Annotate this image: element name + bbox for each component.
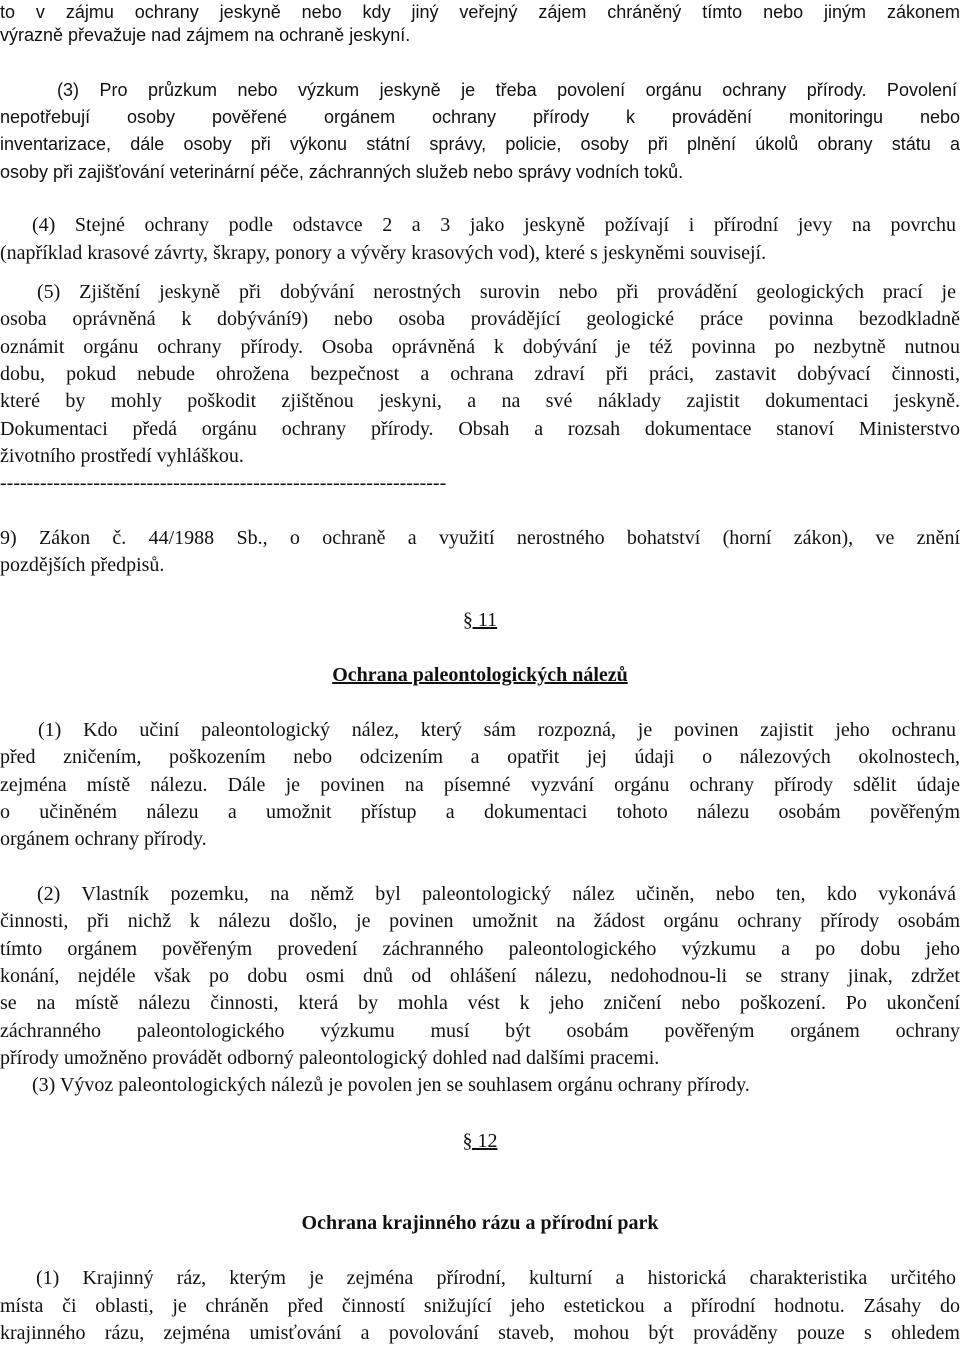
paragraph-line: (1) Krajinný ráz, kterým je zejména přírodní, kulturní a historická charakteristika určitého xyxy=(36,1267,956,1289)
paragraph-line: (2) Vlastník pozemku, na němž byl paleontologický nález učiněn, nebo ten, kdo vykonává xyxy=(37,883,956,905)
paragraph-line: (5) Zjištění jeskyně při dobývání nerostných surovin nebo při provádění geologických prací je xyxy=(37,281,956,303)
section-title: Ochrana paleontologických nálezů xyxy=(332,664,628,686)
paragraph-line: (1) Kdo učiní paleontologický nález, který sám rozpozná, je povinen zajistit jeho ochranu xyxy=(38,719,956,741)
paragraph-line: krajinného rázu, zejména umisťování a povolování staveb, mohou být prováděny pouze s ohledem xyxy=(0,1322,960,1344)
paragraph-line: Dokumentaci předá orgánu ochrany přírody. Obsah a rozsah dokumentace stanoví Ministerstvo xyxy=(0,418,960,440)
paragraph-line: (3) Vývoz paleontologických nálezů je povolen jen se souhlasem orgánu ochrany přírody. xyxy=(32,1074,750,1096)
paragraph-line: dobu, pokud nebude ohrožena bezpečnost a ochrana zdraví při práci, zastavit dobývací činnosti, xyxy=(0,363,960,385)
footnote-line: pozdějších předpisů. xyxy=(0,554,165,576)
paragraph-line: (například krasové závrty, škrapy, ponory a vývěry krasových vod), které s jeskyněmi souvisejí. xyxy=(0,242,767,264)
section-title: Ochrana krajinného rázu a přírodní park xyxy=(301,1212,659,1234)
section-number: § 11 xyxy=(462,609,498,631)
paragraph-line: inventarizace, dále osoby při výkonu státní správy, policie, osoby při plnění úkolů obrany státu a xyxy=(0,134,960,154)
paragraph-line: před zničením, poškozením nebo odcizením a opatřit jej údaji o nálezových okolnostech, xyxy=(0,746,960,768)
paragraph-line: které by mohly poškodit zjištěnou jeskyni, a na své náklady zajistit dokumentaci jeskyně. xyxy=(0,390,960,412)
paragraph-line: záchranného paleontologického výzkumu musí být osobám pověřeným orgánem ochrany xyxy=(0,1020,960,1042)
paragraph-line: orgánem ochrany přírody. xyxy=(0,828,207,850)
footnote-separator: ------------------------------------------------------------------- xyxy=(0,472,447,494)
footnote-line: 9) Zákon č. 44/1988 Sb., o ochraně a využití nerostného bohatství (horní zákon), ve znění xyxy=(0,527,960,549)
paragraph-line: osoba oprávněná k dobývání9) nebo osoba provádějící geologické práce povinna bezodkladně xyxy=(0,308,960,330)
paragraph-line: osoby při zajišťování veterinární péče, záchranných služeb nebo správy vodních toků. xyxy=(0,162,684,182)
paragraph-line: činnosti, při nichž k nálezu došlo, je povinen umožnit na žádost orgánu ochrany přírody osobám xyxy=(0,910,960,932)
paragraph-line: se na místě nálezu činnosti, která by mohla vést k jeho zničení nebo poškození. Po ukončení xyxy=(0,992,960,1014)
paragraph-line: životního prostředí vyhláškou. xyxy=(0,445,244,467)
paragraph-line: oznámit orgánu ochrany přírody. Osoba oprávněná k dobývání je též povinna po nezbytně nutnou xyxy=(0,336,960,358)
paragraph-line: (4) Stejné ochrany podle odstavce 2 a 3 jako jeskyně požívají i přírodní jevy na povrchu xyxy=(32,214,956,236)
paragraph-line: tímto orgánem pověřeným provedení záchranného paleontologického výzkumu a po dobu jeho xyxy=(0,938,960,960)
paragraph-line: o učiněném nálezu a umožnit přístup a dokumentaci tohoto nálezu osobám pověřeným xyxy=(0,801,960,823)
section-number: § 12 xyxy=(462,1130,498,1152)
paragraph-line: přírody umožněno provádět odborný paleontologický dohled nad dalšími pracemi. xyxy=(0,1047,660,1069)
s10-tail-line: to v zájmu ochrany jeskyně nebo kdy jiný veřejný zájem chráněný tímto nebo jiným zákonem xyxy=(0,2,960,22)
paragraph-line: zejména místě nálezu. Dále je povinen na písemné vyzvání orgánu ochrany přírody sdělit údaje xyxy=(0,774,960,796)
paragraph-line: místa či oblasti, je chráněn před činností snižující jeho estetickou a přírodní hodnotu. Zásahy do xyxy=(0,1295,960,1317)
paragraph-line: konání, nejdéle však po dobu osmi dnů od ohlášení nálezu, nedohodnou-li se strany jinak, zdržet xyxy=(0,965,960,987)
paragraph-line: nepotřebují osoby pověřené orgánem ochrany přírody k provádění monitoringu nebo xyxy=(0,107,960,127)
s10-tail-line: výrazně převažuje nad zájmem na ochraně jeskyní. xyxy=(0,25,411,45)
paragraph-line: (3) Pro průzkum nebo výzkum jeskyně je třeba povolení orgánu ochrany přírody. Povolení xyxy=(57,80,957,100)
